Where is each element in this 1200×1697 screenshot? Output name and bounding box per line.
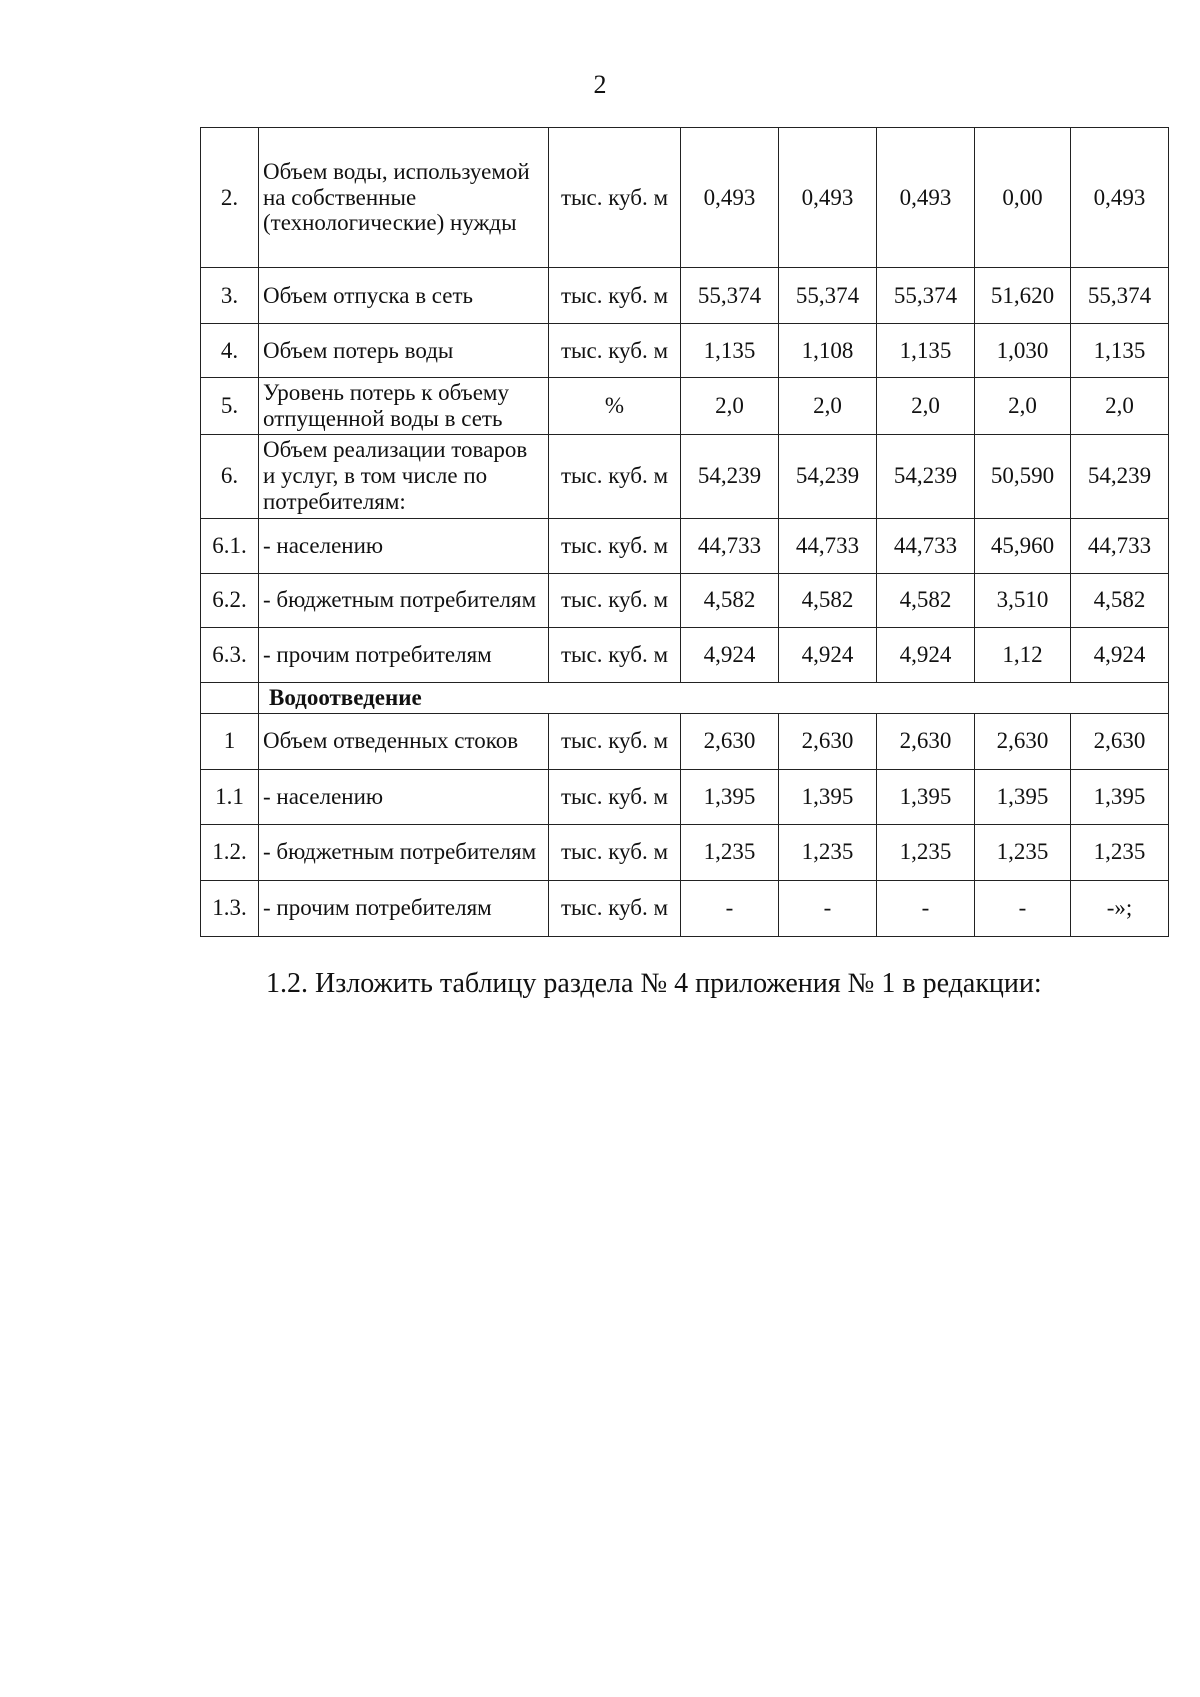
value-cell: 1,12 bbox=[975, 627, 1071, 682]
value-cell: 55,374 bbox=[779, 268, 877, 324]
indicator-name-cell: - прочим потребителям bbox=[259, 627, 549, 682]
unit-cell: тыс. куб. м bbox=[549, 880, 681, 936]
unit-cell: тыс. куб. м bbox=[549, 324, 681, 378]
value-cell: 44,733 bbox=[877, 518, 975, 573]
table-body-section bbox=[201, 682, 1169, 713]
table-row bbox=[201, 713, 1169, 769]
value-cell: 1,235 bbox=[877, 824, 975, 880]
footer-instruction-text: 1.2. Изложить таблицу раздела № 4 приложения № 1 в редакции: bbox=[266, 968, 1042, 999]
value-cell: 0,493 bbox=[877, 128, 975, 268]
value-cell: 1,395 bbox=[1071, 769, 1169, 824]
value-cell: 1,235 bbox=[681, 824, 779, 880]
page-number: 2 bbox=[593, 70, 607, 99]
value-cell: 0,493 bbox=[1071, 128, 1169, 268]
row-number-cell: 5. bbox=[201, 378, 259, 435]
unit-cell: тыс. куб. м bbox=[549, 824, 681, 880]
value-cell: 1,235 bbox=[1071, 824, 1169, 880]
value-cell: 1,108 bbox=[779, 324, 877, 378]
value-cell: 54,239 bbox=[877, 434, 975, 518]
indicator-name-cell: - прочим потребителям bbox=[259, 880, 549, 936]
section-row bbox=[201, 682, 1169, 713]
water-balance-table bbox=[200, 127, 1169, 937]
value-cell: 44,733 bbox=[1071, 518, 1169, 573]
value-cell: - bbox=[681, 880, 779, 936]
section-title: Водоотведение bbox=[259, 682, 1169, 713]
value-cell: 2,630 bbox=[779, 713, 877, 769]
table-body-wastewater bbox=[201, 713, 1169, 936]
value-cell: 4,582 bbox=[779, 573, 877, 627]
value-cell: 4,582 bbox=[1071, 573, 1169, 627]
value-cell: 1,235 bbox=[975, 824, 1071, 880]
unit-cell: тыс. куб. м bbox=[549, 268, 681, 324]
indicator-name-cell: - бюджетным потребителям bbox=[259, 824, 549, 880]
section-num-cell bbox=[201, 682, 259, 713]
value-cell: 0,493 bbox=[779, 128, 877, 268]
value-cell: 1,030 bbox=[975, 324, 1071, 378]
row-number-cell: 1 bbox=[201, 713, 259, 769]
value-cell: 2,630 bbox=[975, 713, 1071, 769]
value-cell: 55,374 bbox=[1071, 268, 1169, 324]
value-cell: 50,590 bbox=[975, 434, 1071, 518]
value-cell: 4,924 bbox=[1071, 627, 1169, 682]
value-cell: 1,395 bbox=[779, 769, 877, 824]
table-row bbox=[201, 128, 1169, 268]
value-cell: 3,510 bbox=[975, 573, 1071, 627]
indicator-name-cell: Объем отпуска в сеть bbox=[259, 268, 549, 324]
value-cell: 2,0 bbox=[779, 378, 877, 435]
unit-cell: % bbox=[549, 378, 681, 435]
value-cell: 0,493 bbox=[681, 128, 779, 268]
row-number-cell: 6.1. bbox=[201, 518, 259, 573]
table-row bbox=[201, 268, 1169, 324]
value-cell: 2,630 bbox=[681, 713, 779, 769]
indicator-name-cell: Объем потерь воды bbox=[259, 324, 549, 378]
row-number-cell: 1.1 bbox=[201, 769, 259, 824]
value-cell: - bbox=[779, 880, 877, 936]
table-row bbox=[201, 518, 1169, 573]
value-cell: 4,924 bbox=[681, 627, 779, 682]
unit-cell: тыс. куб. м bbox=[549, 627, 681, 682]
unit-cell: тыс. куб. м bbox=[549, 518, 681, 573]
value-cell: 2,0 bbox=[877, 378, 975, 435]
indicator-name-cell: - населению bbox=[259, 769, 549, 824]
value-cell: 2,0 bbox=[975, 378, 1071, 435]
value-cell: - bbox=[975, 880, 1071, 936]
row-number-cell: 4. bbox=[201, 324, 259, 378]
value-cell: 55,374 bbox=[681, 268, 779, 324]
row-number-cell: 3. bbox=[201, 268, 259, 324]
value-cell: 1,135 bbox=[1071, 324, 1169, 378]
indicator-name-cell: - бюджетным потребителям bbox=[259, 573, 549, 627]
unit-cell: тыс. куб. м bbox=[549, 573, 681, 627]
value-cell: 4,582 bbox=[877, 573, 975, 627]
value-cell: 2,630 bbox=[1071, 713, 1169, 769]
table-row bbox=[201, 769, 1169, 824]
value-cell: 55,374 bbox=[877, 268, 975, 324]
value-cell: 1,135 bbox=[877, 324, 975, 378]
value-cell: 45,960 bbox=[975, 518, 1071, 573]
unit-cell: тыс. куб. м bbox=[549, 713, 681, 769]
value-cell: 1,395 bbox=[681, 769, 779, 824]
indicator-name-cell: Объем воды, используемой на собственные (технологические) нужды bbox=[259, 128, 549, 268]
unit-cell: тыс. куб. м bbox=[549, 128, 681, 268]
table-body-water-supply bbox=[201, 128, 1169, 683]
value-cell: 2,0 bbox=[1071, 378, 1169, 435]
value-cell: 51,620 bbox=[975, 268, 1071, 324]
table-row bbox=[201, 324, 1169, 378]
unit-cell: тыс. куб. м bbox=[549, 434, 681, 518]
value-cell: 54,239 bbox=[779, 434, 877, 518]
row-number-cell: 6. bbox=[201, 434, 259, 518]
row-number-cell: 6.3. bbox=[201, 627, 259, 682]
table-row bbox=[201, 434, 1169, 518]
value-cell: 4,924 bbox=[779, 627, 877, 682]
value-cell: 44,733 bbox=[681, 518, 779, 573]
indicator-name-cell: Объем отведенных стоков bbox=[259, 713, 549, 769]
table-row bbox=[201, 880, 1169, 936]
value-cell: 4,924 bbox=[877, 627, 975, 682]
row-number-cell: 2. bbox=[201, 128, 259, 268]
row-number-cell: 1.3. bbox=[201, 880, 259, 936]
unit-cell: тыс. куб. м bbox=[549, 769, 681, 824]
table-row bbox=[201, 573, 1169, 627]
row-number-cell: 6.2. bbox=[201, 573, 259, 627]
value-cell: 1,135 bbox=[681, 324, 779, 378]
value-cell: -»; bbox=[1071, 880, 1169, 936]
value-cell: 2,0 bbox=[681, 378, 779, 435]
value-cell: 54,239 bbox=[1071, 434, 1169, 518]
value-cell: 1,395 bbox=[975, 769, 1071, 824]
table-row bbox=[201, 378, 1169, 435]
indicator-name-cell: Объем реализации товаров и услуг, в том числе по потребителям: bbox=[259, 434, 549, 518]
value-cell: 54,239 bbox=[681, 434, 779, 518]
value-cell: 1,395 bbox=[877, 769, 975, 824]
indicator-name-cell: - населению bbox=[259, 518, 549, 573]
value-cell: 44,733 bbox=[779, 518, 877, 573]
indicator-name-cell: Уровень потерь к объему отпущенной воды в сеть bbox=[259, 378, 549, 435]
value-cell: - bbox=[877, 880, 975, 936]
table-row bbox=[201, 824, 1169, 880]
value-cell: 4,582 bbox=[681, 573, 779, 627]
value-cell: 0,00 bbox=[975, 128, 1071, 268]
value-cell: 2,630 bbox=[877, 713, 975, 769]
table-row bbox=[201, 627, 1169, 682]
row-number-cell: 1.2. bbox=[201, 824, 259, 880]
value-cell: 1,235 bbox=[779, 824, 877, 880]
